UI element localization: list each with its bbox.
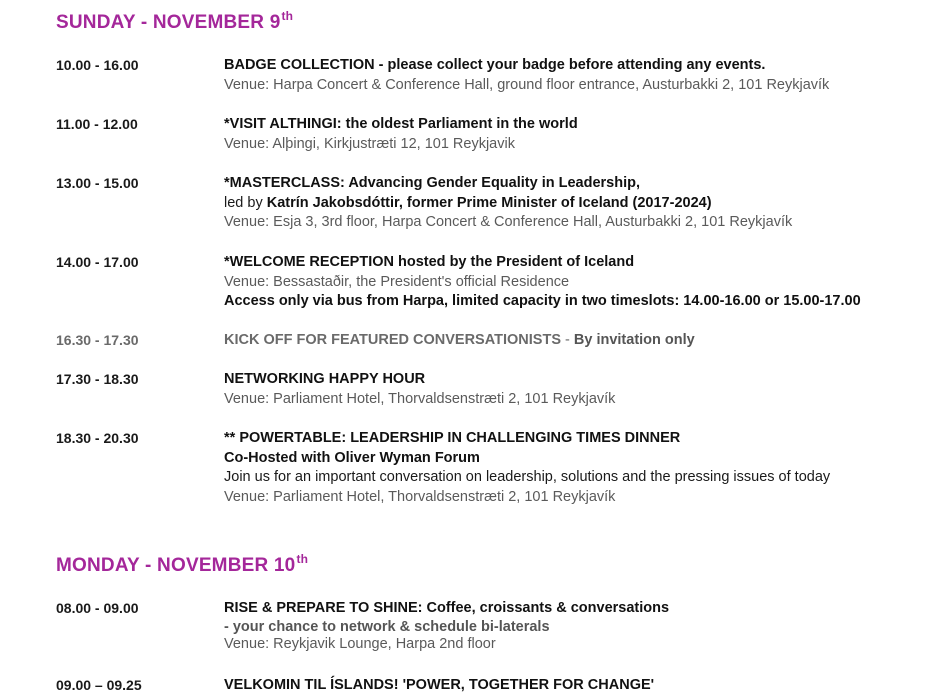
event-title-bold: *WELCOME RECEPTION xyxy=(224,254,394,270)
event-time: 11.00 - 12.00 xyxy=(56,116,138,132)
event-title: *MASTERCLASS: Advancing Gender Equality in Leadership, xyxy=(224,175,640,191)
day-heading-sunday xyxy=(56,9,294,33)
event-title: RISE & PREPARE TO SHINE: Coffee, croissants & conversations xyxy=(224,600,670,616)
event-title: VELKOMIN TIL ÍSLANDS! 'POWER, TOGETHER FOR CHANGE' xyxy=(224,677,655,693)
event-venue: Venue: Esja 3, 3rd floor, Harpa Concert & Conference Hall, Austurbakki 2, 101 Reykjavík xyxy=(224,214,793,230)
event-title-rest: hosted by the President of Iceland xyxy=(393,254,635,270)
event-invite-note: By invitation only xyxy=(573,332,695,348)
day-heading-text: SUNDAY - NOVEMBER 9 xyxy=(56,12,281,33)
event-description xyxy=(224,331,939,351)
event-time: 16.30 - 17.30 xyxy=(56,332,139,348)
event-description xyxy=(224,253,939,312)
event-description xyxy=(224,56,939,95)
event-venue: Venue: Bessastaðir, the President's official Residence xyxy=(224,273,570,290)
event-title-dash: - xyxy=(561,332,574,348)
event-venue: Venue: Reykjavik Lounge, Harpa 2nd floor xyxy=(224,635,496,652)
event-venue: Venue: Alþingi, Kirkjustræti 12, 101 Reykjavik xyxy=(224,135,515,152)
event-time: 09.00 – 09.25 xyxy=(56,677,142,693)
event-venue: Venue: Harpa Concert & Conference Hall, ground floor entrance, Austurbakki 2, 101 Reykjavík xyxy=(224,76,830,93)
speaker-name: Katrín Jakobsdóttir, former Prime Minister of Iceland (2017-2024) xyxy=(266,194,712,211)
event-description xyxy=(224,370,939,409)
event-time: 13.00 - 15.00 xyxy=(56,175,139,191)
event-venue: Venue: Parliament Hotel, Thorvaldsenstræti 2, 101 Reykjavík xyxy=(224,488,616,505)
event-subtitle: - your chance to network & schedule bi-laterals xyxy=(224,618,550,635)
speaker-prefix: led by xyxy=(224,194,267,211)
event-access-note: Access only via bus from Harpa, limited capacity in two timeslots: 14.00-16.00 or 15.00-17.00 xyxy=(224,293,861,309)
event-time: 10.00 - 16.00 xyxy=(56,57,139,73)
event-title: ** POWERTABLE: LEADERSHIP IN CHALLENGING TIMES DINNER xyxy=(224,430,681,446)
event-time: 08.00 - 09.00 xyxy=(56,600,139,616)
event-speaker xyxy=(224,194,939,214)
event-title: *VISIT ALTHINGI: the oldest Parliament in the world xyxy=(224,116,578,132)
event-time: 14.00 - 17.00 xyxy=(56,254,139,270)
day-heading-sup: th xyxy=(281,9,294,23)
day-heading-monday xyxy=(56,552,309,576)
event-description xyxy=(224,115,939,154)
event-description xyxy=(224,429,939,507)
event-time: 17.30 - 18.30 xyxy=(56,371,139,387)
event-body: Join us for an important conversation on leadership, solutions and the pressing issues of today xyxy=(224,469,831,485)
event-title xyxy=(224,331,939,351)
event-title xyxy=(224,253,939,273)
event-time: 18.30 - 20.30 xyxy=(56,430,139,446)
day-heading-text: MONDAY - NOVEMBER 10 xyxy=(56,555,296,576)
event-title: NETWORKING HAPPY HOUR xyxy=(224,371,426,387)
event-venue: Venue: Parliament Hotel, Thorvaldsenstræti 2, 101 Reykjavík xyxy=(224,390,616,407)
event-description xyxy=(224,676,939,696)
event-title-grey: KICK OFF FOR FEATURED CONVERSATIONISTS xyxy=(224,332,561,348)
event-description xyxy=(224,174,939,233)
day-heading-sup: th xyxy=(296,552,309,566)
event-description xyxy=(224,599,939,653)
event-cohost: Co-Hosted with Oliver Wyman Forum xyxy=(224,449,480,466)
event-title: BADGE COLLECTION - please collect your badge before attending any events. xyxy=(224,57,766,73)
